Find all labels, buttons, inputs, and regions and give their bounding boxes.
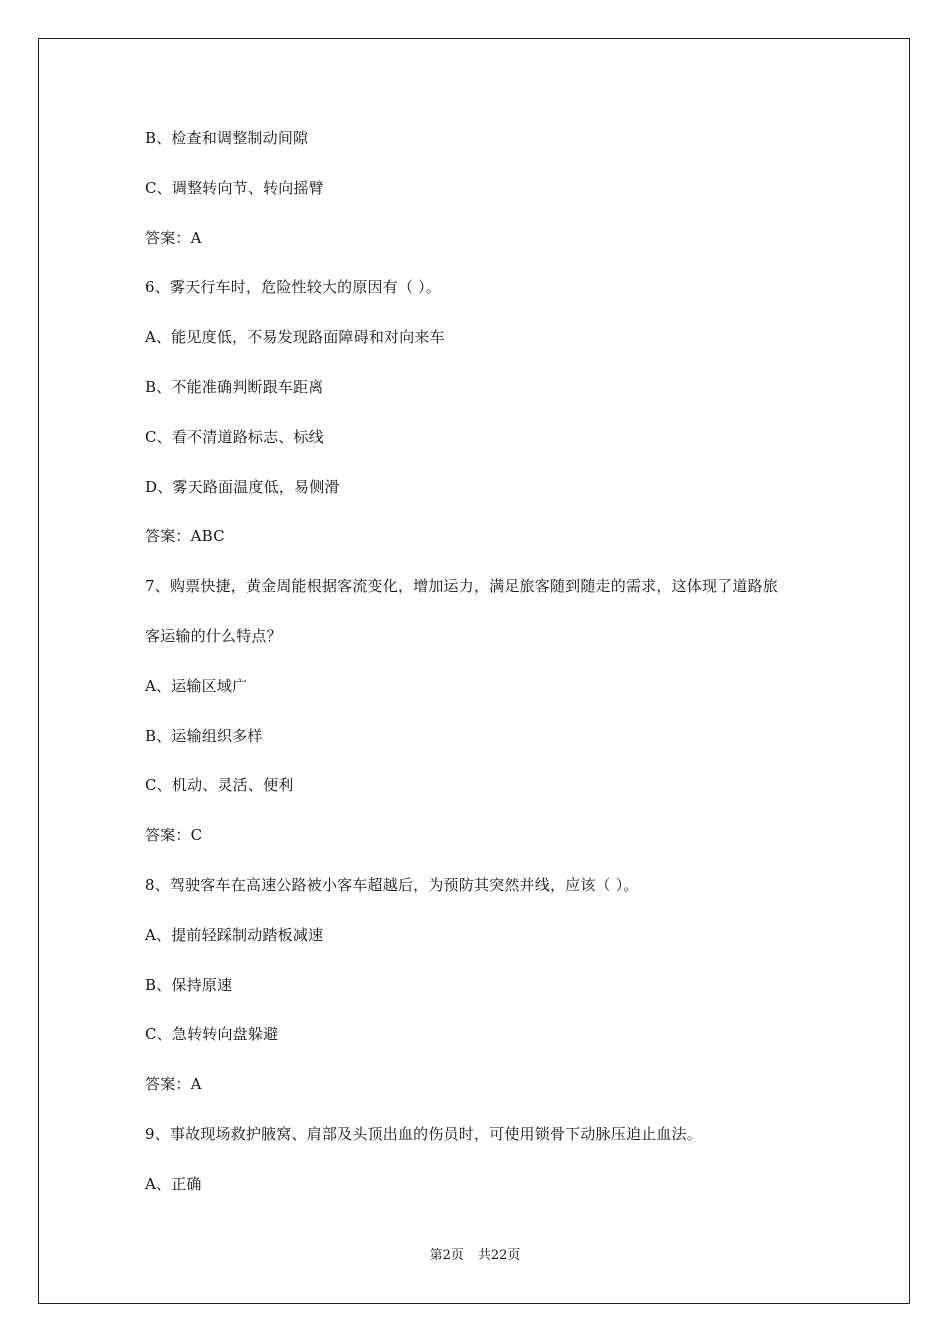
question-line: 9、事故现场救护腋窝、肩部及头顶出血的伤员时，可使用锁骨下动脉压迫止血法。 [145, 1124, 702, 1143]
answer-line: 答案：A [145, 1075, 202, 1094]
answer-line: 答案：A [145, 228, 202, 247]
page-total: 共22页 [477, 1248, 521, 1263]
question-line-continued: 客运输的什么特点？ [145, 626, 282, 645]
option-line: A、正确 [145, 1174, 202, 1193]
option-line: A、提前轻踩制动踏板减速 [145, 925, 324, 944]
option-line: C、看不清道路标志、标线 [145, 427, 324, 446]
question-line: 8、驾驶客车在高速公路被小客车超越后，为预防其突然并线，应该（ ）。 [145, 875, 639, 894]
option-line: B、保持原速 [145, 975, 233, 994]
document-body [145, 124, 825, 1220]
page-number: 第2页 [429, 1248, 464, 1263]
question-line: 6、雾天行车时，危险性较大的原因有（ ）。 [145, 278, 442, 297]
option-line: B、不能准确判断跟车距离 [145, 377, 324, 396]
option-line: C、急转转向盘躲避 [145, 1025, 279, 1044]
option-line: B、检查和调整制动间隙 [145, 129, 309, 147]
option-line: B、运输组织多样 [145, 726, 263, 745]
option-line: A、运输区域广 [145, 676, 248, 695]
option-line: D、雾天路面温度低，易侧滑 [145, 477, 340, 496]
question-line: 7、购票快捷，黄金周能根据客流变化，增加运力，满足旅客随到随走的需求，这体现了道路旅 [145, 577, 778, 596]
answer-line: 答案：ABC [145, 527, 225, 546]
answer-line: 答案：C [145, 826, 203, 845]
option-line: C、机动、灵活、便利 [145, 776, 294, 795]
option-line: C、调整转向节、转向摇臂 [145, 178, 324, 197]
option-line: A、能见度低，不易发现路面障碍和对向来车 [145, 328, 445, 347]
page-footer [0, 1246, 950, 1266]
